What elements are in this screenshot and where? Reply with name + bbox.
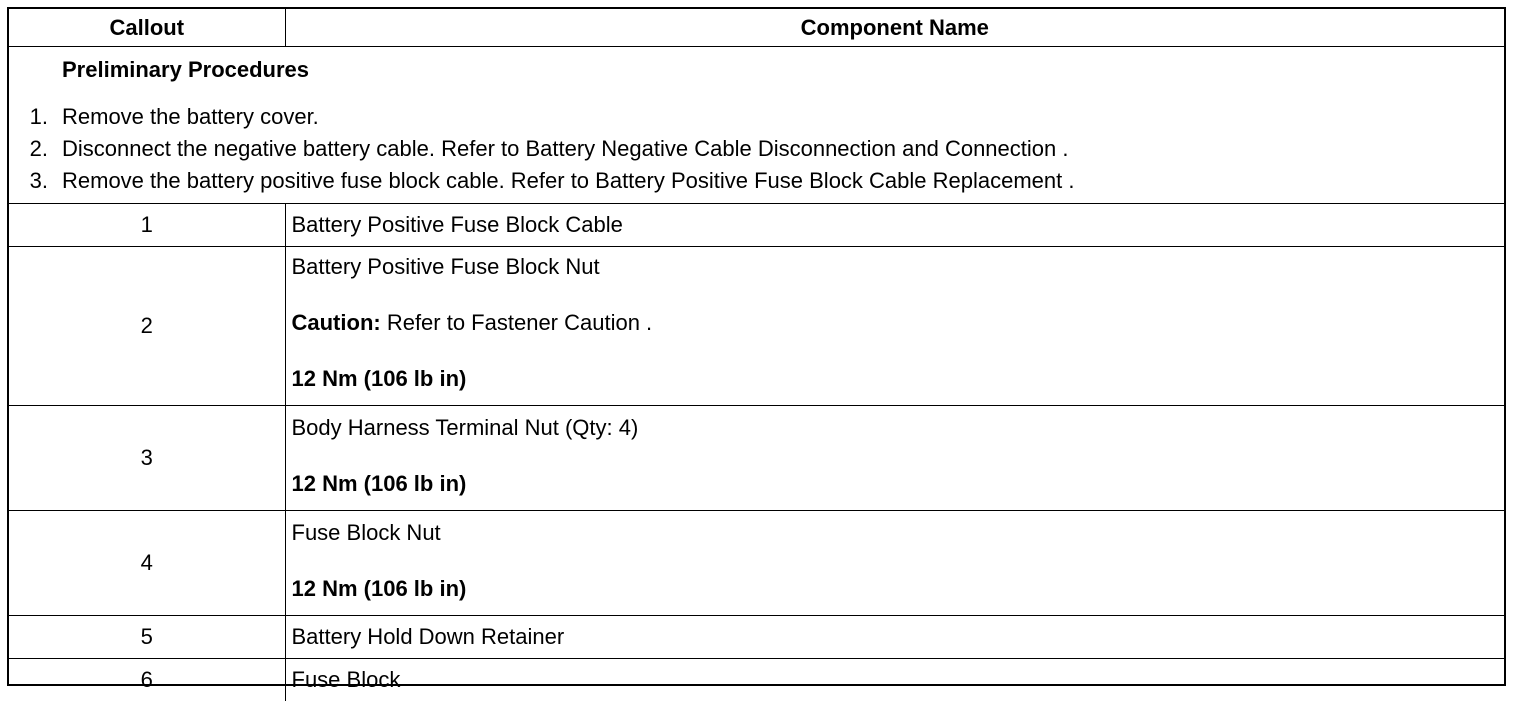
callout-cell: 5 [9,616,285,659]
component-name: Fuse Block Nut [292,519,1505,547]
torque-spec: 12 Nm (106 lb in) [292,365,1505,393]
component-name: Battery Hold Down Retainer [292,623,1505,651]
step-number: 2. [30,136,62,161]
table-row [9,659,1504,701]
callout-cell: 3 [9,406,285,511]
caution-label: Caution: [292,310,381,335]
step-item [9,101,1504,133]
caution-text: Refer to Fastener Caution . [381,310,652,335]
component-name: Fuse Block [292,666,1505,694]
callout-cell: 6 [9,659,285,701]
step-item [9,133,1504,165]
step-number: 3. [30,168,62,193]
table-header-row [9,9,1504,47]
torque-spec: 12 Nm (106 lb in) [292,470,1505,498]
table-row [9,616,1504,659]
component-name-cell [285,659,1504,701]
components-table-frame [7,7,1506,686]
component-name: Body Harness Terminal Nut (Qty: 4) [292,414,1505,442]
component-name-cell [285,511,1504,616]
component-name-cell [285,247,1504,406]
torque-spec: 12 Nm (106 lb in) [292,575,1505,603]
step-text: Remove the battery positive fuse block cable. Refer to Battery Positive Fuse Block Cable Replacement . [62,165,1074,197]
step-text: Disconnect the negative battery cable. Refer to Battery Negative Cable Disconnection and Connection . [62,133,1068,165]
step-item [9,165,1504,197]
table-row [9,204,1504,247]
callout-cell: 1 [9,204,285,247]
step-text: Remove the battery cover. [62,101,319,133]
component-name-cell [285,406,1504,511]
preliminary-steps [9,101,1504,197]
table-row [9,406,1504,511]
component-name: Battery Positive Fuse Block Nut [292,253,1505,281]
table-row [9,511,1504,616]
table-row [9,247,1504,406]
component-name-cell [285,204,1504,247]
preliminary-cell [9,47,1504,204]
component-name-cell [285,616,1504,659]
preliminary-title: Preliminary Procedures [9,55,1504,85]
step-number: 1. [30,104,62,129]
header-callout: Callout [9,9,285,47]
component-name: Battery Positive Fuse Block Cable [292,211,1505,239]
callout-cell: 4 [9,511,285,616]
components-table [9,9,1504,701]
preliminary-row [9,47,1504,204]
caution-note [292,309,1505,337]
header-component-name: Component Name [285,9,1504,47]
callout-cell: 2 [9,247,285,406]
